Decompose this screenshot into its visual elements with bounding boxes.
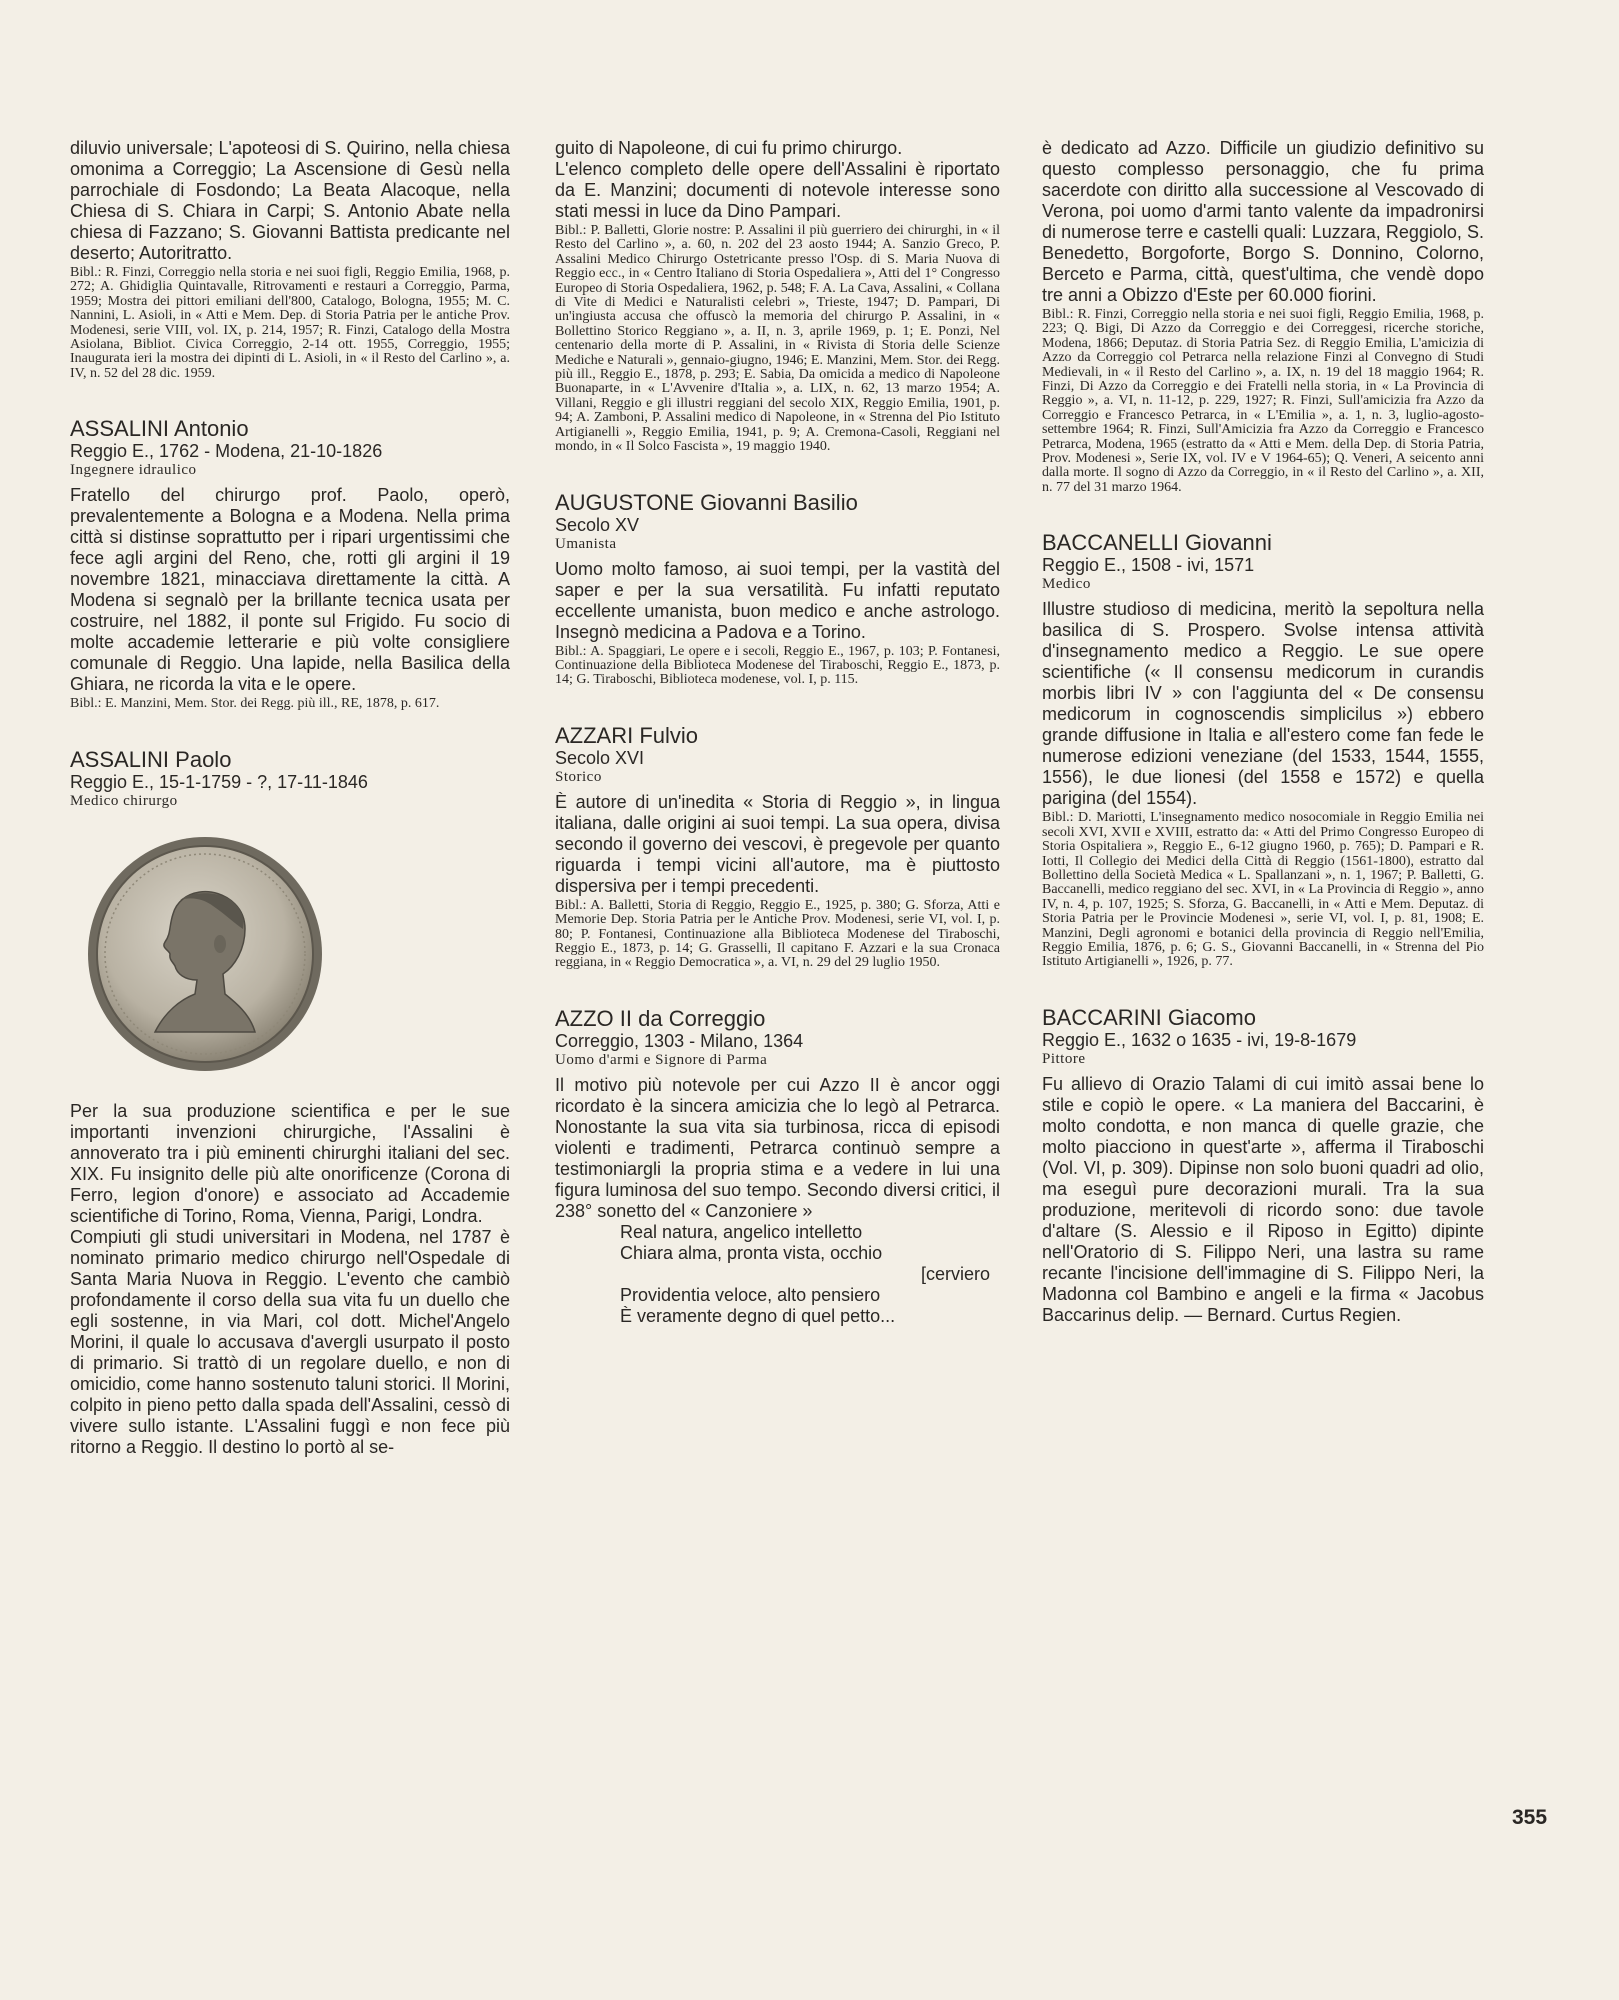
entry-azzo-ii	[555, 1007, 1000, 1327]
entry-dates: Reggio E., 1762 - Modena, 21-10-1826	[70, 441, 383, 462]
continued-text: è dedicato ad Azzo. Difficile un giudizio definitivo su questo complesso personaggio, che fu prima sacerdote con diritto alla successione al Vescovado di Verona, poi uomo d'armi tanto valente da impadronirsi di numerose terre e castelli quali: Luzzara, Reggiolo, S. Benedetto, Borgoforte, Borgo S. Donnino, Colorno, Berceto e Parma, città, quest'ultima, che vendè dopo tre anni a Obizzo d'Este per 60.000 fiorini.	[1042, 138, 1484, 305]
entry-text: Per la sua produzione scientifica e per le sue importanti invenzioni chirurgiche, l'Assalini è annoverato tra i più eminenti chirurghi italiani del sec. XIX. Fu insignito delle più alte onorificenze (Corona di Ferro, legion d'onore) e associato ad Accademie scientifiche di Torino, Roma, Vienna, Parigi, Londra.	[70, 1100, 510, 1226]
poem-line: Providentia veloce, alto pensiero	[620, 1284, 881, 1305]
poem-line: Real natura, angelico intelletto	[620, 1221, 863, 1242]
entry-role: Medico	[1042, 576, 1091, 593]
entry-text: È autore di un'inedita « Storia di Reggio », in lingua italiana, dalle origini ai suoi tempi. La sua opera, divisa secondo il governo dei vescovi, è pregevole per quanto riguarda i tempi vicini all'autore, ma è piuttosto dispersiva per i tempi precedenti.	[555, 791, 1000, 896]
continued-text: diluvio universale; L'apoteosi di S. Quirino, nella chiesa omonima a Correggio; La Ascensione di Gesù nella parrochiale di Fosdondo; La Beata Alacoque, nella Chiesa di S. Chiara in Carpi; S. Antonio Abate nella chiesa di Fazzano; S. Giovanni Battista predicante nel deserto; Autoritratto.	[70, 138, 510, 263]
bibliography: Bibl.: P. Balletti, Glorie nostre: P. Assalini il più guerriero dei chirurghi, in « il Resto del Carlino », a. 60, n. 202 del 23 aosto 1944; A. Sanzio Greco, P. Assalini Medico Chirurgo Ostetricante presso l'Osp. di S. Maria Nuova di Reggio ecc., in « Centro Italiano di Storia Ospedaliera », Atti del 1° Congresso Europeo di Storia Ospedaliera, 1962, p. 548; F. A. La Cava, Assalini, « Collana di Vite di Medici e Naturalisti celebri », Trieste, 1947; D. Pampari, Di un'ingiusta accusa che offuscò la memoria del chirurgo P. Assalini, in « Bollettino Storico Reggiano », a. II, n. 3, aprile 1969, p. 1; E. Ponzi, Nel centenario della morte di P. Assalini, in « Rivista di Storia delle Scienze Mediche e Naturali », gennaio-giugno, 1946; E. Manzini, Mem. Stor. dei Regg. più ill., Reggio E., 1878, p. 293; E. Sabia, Da omicida a medico di Napoleone Buonaparte, in « L'Avvenire d'Italia », a. LIX, n. 62, 13 marzo 1954; A. Villani, Reggio e gli illustri reggiani del secolo XIX, Reggio Emilia, 1901, p. 94; A. Zamboni, P. Assalini medico di Napoleone, in « Strenna del Pio Istituto Artigianelli », Reggio Emilia, 1941, p. 9; A. Cremona-Casoli, Reggiani nel mondo, in « Il Solco Fascista », 19 maggio 1940.	[555, 223, 1000, 455]
entry-role: Umanista	[555, 535, 617, 552]
entry-role: Ingegnere idraulico	[70, 462, 197, 479]
page-number: 355	[1512, 1806, 1548, 1829]
poem-line: È veramente degno di quel petto...	[620, 1305, 896, 1326]
bibliography: Bibl.: D. Mariotti, L'insegnamento medico nosocomiale in Reggio Emilia nei secoli XVI, XVII e XVIII, estratto da: « Atti del Primo Congresso Europeo di Storia Ospitaliera », Reggio E., 6-12 giugno 1960, p. 765); D. Pampari e R. Iotti, Il Collegio dei Medici della Città di Reggio (1561-1800), estratto dal Bollettino della Società Medica « L. Spallanzani », n. 1, 1967; P. Balletti, G. Baccanelli, medico reggiano del sec. XVI, in « La Provincia di Reggio », anno IV, n. 4, p. 107, 1925; S. Sforza, G. Baccanelli, in « Atti e Mem. Deputaz. di Storia Patria per le Provincie Modenesi », serie VI, vol. I, p. 81, 1908; E. Manzini, Degli agronomi e botanici della provincia di Reggio nell'Emilia, Reggio Emilia, 1876, p. 6; G. S., Giovanni Baccanelli, in « Strenna del Pio Istituto Artigianelli », 1926, p. 77.	[1042, 810, 1484, 970]
entry-dates: Reggio E., 1632 o 1635 - ivi, 19-8-1679	[1042, 1029, 1357, 1050]
entry-dates: Reggio E., 15-1-1759 - ?, 17-11-1846	[70, 771, 368, 792]
entry-text: Illustre studioso di medicina, meritò la sepoltura nella basilica di S. Prospero. Svolse intensa attività d'insegnamento medico a Reggio. Le sue opere scientifiche (« Il consensu medicorum in curandis morbis libri IV » con l'aggiunta del « De consensu medicorum in cognoscendis simplicilus ») ebbero grande diffusione in Italia e all'estero come fan fede le numerose edizioni veneziane (del 1533, 1544, 1555, 1556), le due lionesi (del 1558 e 1572) e quella parigina (del 1554).	[1042, 599, 1484, 809]
bibliography: Bibl.: R. Finzi, Correggio nella storia e nei suoi figli, Reggio Emilia, 1968, p. 223; Q. Bigi, Di Azzo da Correggio e dei Correggesi, ricerche storiche, Modena, 1866; Deputaz. di Storia Patria Sez. di Reggio Emilia, L'amicizia di Azzo da Correggio col Petrarca nella relazione Finzi al Convegno di Studi Medievali, in « il Resto del Carlino », a. IX, n. 19 del 18 maggio 1964; R. Finzi, Di Azzo da Correggio e dei Fratelli nella storia, in « La Provincia di Reggio », a. VI, n. 11-12, p. 229, 1927; R. Finzi, Sull'amicizia fra Azzo da Correggio e Francesco Petrarca, in « L'Emilia », a. 1, n. 3, luglio-agosto-settembre 1964; R. Finzi, Sull'Amicizia fra Azzo da Correggio e Francesco Petrarca, Modena, 1965 (estratto da « Atti e Mem. della Dep. di Storia Patria, Prov. Modenesi », Serie IX, vol. IV e V 1964-65); Q. Veneri, A seicento anni dalla morte. Il sogno di Azzo da Correggio, in « il Resto del Carlino », a. XII, n. 77 del 31 marzo 1964.	[1042, 307, 1484, 495]
continued-text: L'elenco completo delle opere dell'Assalini è riportato da E. Manzini; documenti di notevole interesse sono stati messi in luce da Dino Pampari.	[555, 159, 1000, 221]
entry-baccarini	[1042, 1006, 1484, 1326]
entry-dates: Correggio, 1303 - Milano, 1364	[555, 1030, 804, 1051]
entry-augustone	[555, 491, 1000, 688]
column-2	[555, 138, 1000, 1327]
bibliography: Bibl.: E. Manzini, Mem. Stor. dei Regg. più ill., RE, 1878, p. 617.	[70, 696, 440, 712]
bibliography: Bibl.: A. Spaggiari, Le opere e i secoli, Reggio E., 1967, p. 103; P. Fontanesi, Continuazione della Biblioteca Modenese del Tiraboschi, Reggio E., 1873, p. 14; G. Tiraboschi, Biblioteca modenese, vol. I, p. 115.	[555, 643, 1000, 688]
entry-heading: ASSALINI Paolo	[70, 746, 232, 772]
entry-dates: Secolo XV	[555, 514, 640, 535]
entry-dates: Secolo XVI	[555, 747, 645, 768]
entry-text: Uomo molto famoso, ai suoi tempi, per la vastità del saper e per la sua versatilità. Fu infatti reputato eccellente umanista, buon medico e anche astrologo. Insegnò medicina a Padova e a Torino.	[555, 558, 1000, 642]
column-1	[70, 138, 510, 1458]
poem-line: [cerviero	[920, 1263, 990, 1284]
entry-role: Pittore	[1042, 1050, 1086, 1067]
portrait-medallion	[85, 834, 325, 1074]
entry-assalini-paolo	[70, 748, 510, 1458]
entry-heading: AZZO II da Correggio	[555, 1005, 766, 1031]
entry-role: Storico	[555, 768, 602, 785]
entry-heading: BACCANELLI Giovanni	[1042, 530, 1272, 556]
entry-text: Fratello del chirurgo prof. Paolo, operò, prevalentemente a Bologna e a Modena. Nella prima città si distinse soprattutto per i ripari urgentissimi che fece agli argini del Reno, che, rotti gli argini il 19 novembre 1821, minacciava direttamente la città. A Modena si segnalò per la brillante tecnica usata per costruire, nel 1882, il ponte sul Frigido. Fu socio di molte accademie letterarie e più volte consigliere comunale di Reggio. Una lapide, nella Basilica della Ghiara, ne ricorda la vita e le opere.	[70, 485, 510, 695]
sonnet-quote	[555, 1222, 1000, 1327]
entry-text: Fu allievo di Orazio Talami di cui imitò assai bene lo stile e copiò le opere. « La maniera del Baccarini, è molto condotta, e non manca di quelle grazie, che molto piacciono in quest'arte », afferma il Tiraboschi (Vol. VI, p. 309). Dipinse non solo buoni quadri ad olio, ma eseguì pure decorazioni murali. Tra la sua produzione, meritevoli di ricordo sono: due tavole d'altare (S. Alessio e il Riposo in Egitto) dipinte nell'Oratorio di S. Filippo Neri, una lastra su rame recante l'incisione dell'immagine di S. Filippo Neri, la Madonna col Bambino e angeli e la firma « Jacobus Baccarinus delip. — Bernard. Curtus Regien.	[1042, 1073, 1484, 1325]
poem-line: Chiara alma, pronta vista, occhio	[620, 1242, 883, 1263]
entry-text: Compiuti gli studi universitari in Modena, nel 1787 è nominato primario medico chirurgo nell'Ospedale di Santa Maria Nuova in Reggio. L'evento che cambiò profondamente il corso della sua vita fu un duello che egli sostenne, in via Mari, col dott. Michel'Angelo Morini, il quale lo accusava d'avergli usurpato il posto di primario. Si trattò di un regolare duello, e non di omicidio, come hanno sostenuto taluni storici. Il Morini, colpito in pieno petto dalla spada dell'Assalini, cessò di vivere sullo istante. L'Assalini fuggì e non fece più ritorno a Reggio. Il destino lo portò al se-	[70, 1226, 510, 1457]
bibliography: Bibl.: A. Balletti, Storia di Reggio, Reggio E., 1925, p. 380; G. Sforza, Atti e Memorie Dep. Storia Patria per le Antiche Prov. Modenesi, serie VI, vol. I, p. 80; P. Fontanesi, Continuazione alla Biblioteca Modenese del Tiraboschi, Reggio E., 1873, p. 14; G. Grasselli, Il capitano F. Azzari e la sua Cronaca reggiana, in « Reggio Democratica », a. VI, n. 29 del 29 luglio 1950.	[555, 897, 1000, 971]
entry-role: Medico chirurgo	[70, 792, 178, 809]
column-3	[1042, 138, 1484, 1326]
entry-text: Il motivo più notevole per cui Azzo II è ancor oggi ricordato è la sincera amicizia che lo legò al Petrarca. Nonostante la sua vita sia turbinosa, ricca di episodi violenti e tradimenti, Petrarca continuò sempre a testimoniargli la propria stima e a vedere in lui una figura luminosa del suo tempo. Secondo diversi critici, il 238° sonetto del « Canzoniere »	[555, 1074, 1000, 1221]
continued-text: guito di Napoleone, di cui fu primo chirurgo.	[555, 138, 903, 158]
entry-heading: AUGUSTONE Giovanni Basilio	[555, 489, 858, 515]
entry-dates: Reggio E., 1508 - ivi, 1571	[1042, 555, 1255, 576]
entry-heading: AZZARI Fulvio	[555, 722, 699, 748]
entry-heading: BACCARINI Giacomo	[1042, 1004, 1256, 1030]
entry-assalini-antonio	[70, 417, 510, 711]
entry-baccanelli	[1042, 531, 1484, 969]
entry-role: Uomo d'armi e Signore di Parma	[555, 1051, 768, 1068]
entry-azzari	[555, 724, 1000, 971]
bibliography: Bibl.: R. Finzi, Correggio nella storia e nei suoi figli, Reggio Emilia, 1968, p. 272; A. Ghidiglia Quintavalle, Ritrovamenti e restauri a Correggio, Parma, 1959; Mostra dei pittori emiliani dell'800, Catalogo, Bologna, 1955; M. C. Nannini, L. Asioli, in « Atti e Mem. Dep. di Storia Patria per le antiche Prov. Modenesi, serie VIII, vol. IX, p. 214, 1957; R. Finzi, Catalogo della Mostra Asiolana, Bibliot. Civica Correggio, 2-14 ott. 1955, Correggio, 1955; Inaugurata ieri la mostra dei dipinti di L. Asioli, in « il Resto del Carlino », a. IV, n. 52 del 28 dic. 1959.	[70, 265, 510, 381]
entry-heading: ASSALINI Antonio	[70, 416, 249, 442]
